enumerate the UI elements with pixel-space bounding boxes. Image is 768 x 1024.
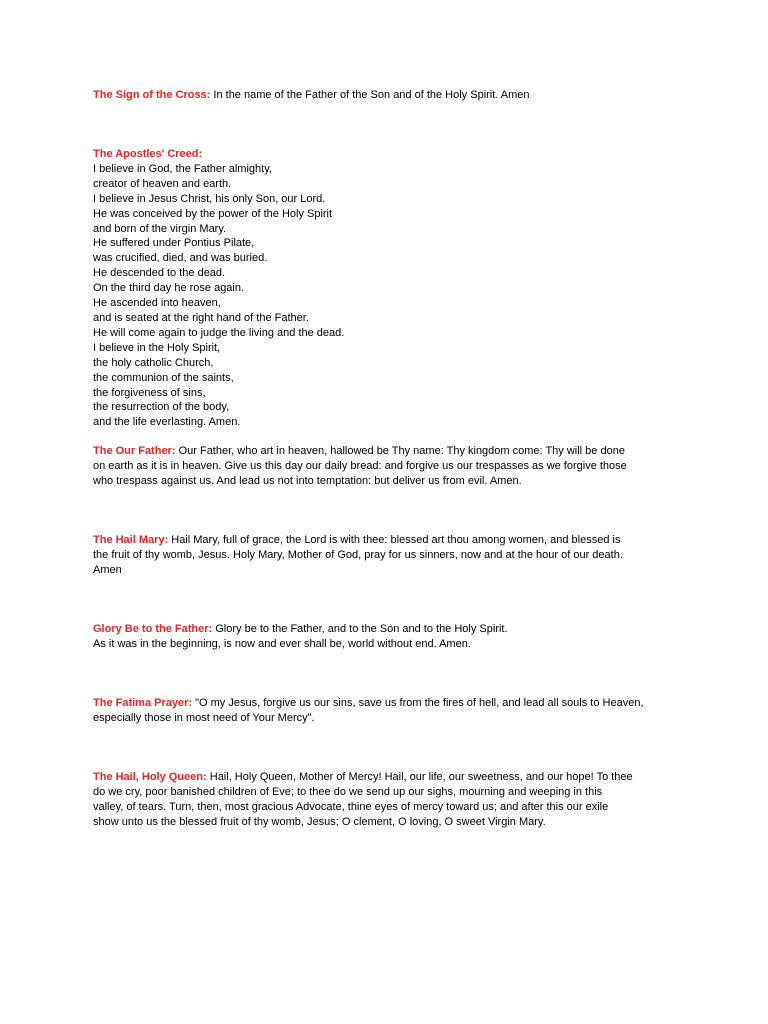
- prayer-line: I believe in the Holy Spirit,: [93, 341, 221, 354]
- prayer-line: I believe in Jesus Christ, his only Son, our Lord.: [93, 192, 326, 205]
- prayer-line: the resurrection of the body,: [93, 401, 230, 414]
- prayer-title: The Hail Mary:: [93, 534, 169, 546]
- prayer-line: valley, of tears. Turn, then, most gracious Advocate, thine eyes of mercy toward us; and after this our exile: [93, 800, 609, 813]
- prayer-title: Glory Be to the Father:: [93, 623, 213, 635]
- prayer-glory-be: [93, 622, 693, 652]
- prayer-text: Hail Mary, full of grace, the Lord is with thee: blessed art thou among women, and blessed is: [171, 534, 621, 546]
- prayer-line: do we cry, poor banished children of Eve; to thee do we send up our sighs, mourning and weeping in this: [93, 785, 603, 798]
- prayer-line: [93, 622, 693, 637]
- prayer-line: and is seated at the right hand of the Father.: [93, 311, 309, 324]
- prayer-line: especially those in most need of Your Mercy".: [93, 711, 315, 724]
- prayer-line: He was conceived by the power of the Holy Spirit: [93, 207, 333, 220]
- prayer-text: In the name of the Father of the Son and of the Holy Spirit. Amen: [213, 89, 530, 101]
- prayer-title: The Hail, Holy Queen:: [93, 771, 207, 783]
- prayer-line: I believe in God, the Father almighty,: [93, 162, 272, 175]
- prayer-title: The Sign of the Cross:: [93, 89, 211, 101]
- prayer-title: The Apostles' Creed:: [93, 148, 203, 160]
- prayer-line: He will come again to judge the living and the dead.: [93, 326, 345, 339]
- prayer-line: show unto us the blessed fruit of thy womb, Jesus; O clement, O loving, O sweet Virgin Mary.: [93, 815, 546, 828]
- prayer-title: The Fatima Prayer:: [93, 697, 193, 709]
- prayer-text: Our Father, who art in heaven, hallowed be Thy name: Thy kingdom come: Thy will be done: [178, 445, 625, 457]
- prayer-line: on earth as it is in heaven. Give us this day our daily bread: and forgive us our trespasses as we forgive those: [93, 459, 627, 472]
- prayer-line: and the life everlasting. Amen.: [93, 416, 241, 429]
- prayer-apostles-creed: [93, 147, 693, 430]
- prayer-line: the communion of the saints,: [93, 371, 234, 384]
- prayer-line: and born of the virgin Mary.: [93, 222, 227, 235]
- prayer-title: The Our Father:: [93, 445, 176, 457]
- prayer-line: He suffered under Pontius Pilate,: [93, 237, 255, 250]
- prayer-line: [93, 533, 693, 548]
- prayer-text: "O my Jesus, forgive us our sins, save us from the fires of hell, and lead all souls to Heaven,: [195, 697, 644, 709]
- prayer-line: On the third day he rose again.: [93, 282, 245, 295]
- prayer-line: [93, 696, 693, 711]
- prayer-hail-holy-queen: [93, 770, 693, 830]
- prayer-text: Glory be to the Father, and to the Son and to the Holy Spirit.: [215, 623, 508, 635]
- prayer-sign-of-the-cross: [93, 88, 693, 103]
- prayer-line: As it was in the beginning, is now and ever shall be, world without end. Amen.: [93, 637, 471, 650]
- prayer-line: He ascended into heaven,: [93, 297, 221, 310]
- prayer-line: who trespass against us. And lead us not into temptation: but deliver us from evil. Amen.: [93, 474, 522, 487]
- prayer-line: creator of heaven and earth.: [93, 177, 232, 190]
- prayer-our-father: [93, 444, 693, 489]
- prayer-line: Amen: [93, 563, 122, 576]
- prayer-line: the forgiveness of sins,: [93, 386, 206, 399]
- prayer-hail-mary: [93, 533, 693, 578]
- prayer-line: was crucified, died, and was buried.: [93, 252, 268, 265]
- prayer-fatima: [93, 696, 693, 726]
- prayer-line: the fruit of thy womb, Jesus. Holy Mary, Mother of God, pray for us sinners, now and at the hour of our death.: [93, 548, 623, 561]
- prayer-line: He descended to the dead.: [93, 267, 226, 280]
- prayer-text: Hail, Holy Queen, Mother of Mercy! Hail, our life, our sweetness, and our hope! To thee: [209, 771, 633, 783]
- prayer-line: [93, 444, 693, 459]
- prayer-line: [93, 88, 693, 103]
- prayer-line: the holy catholic Church,: [93, 356, 214, 369]
- prayer-line: [93, 770, 693, 785]
